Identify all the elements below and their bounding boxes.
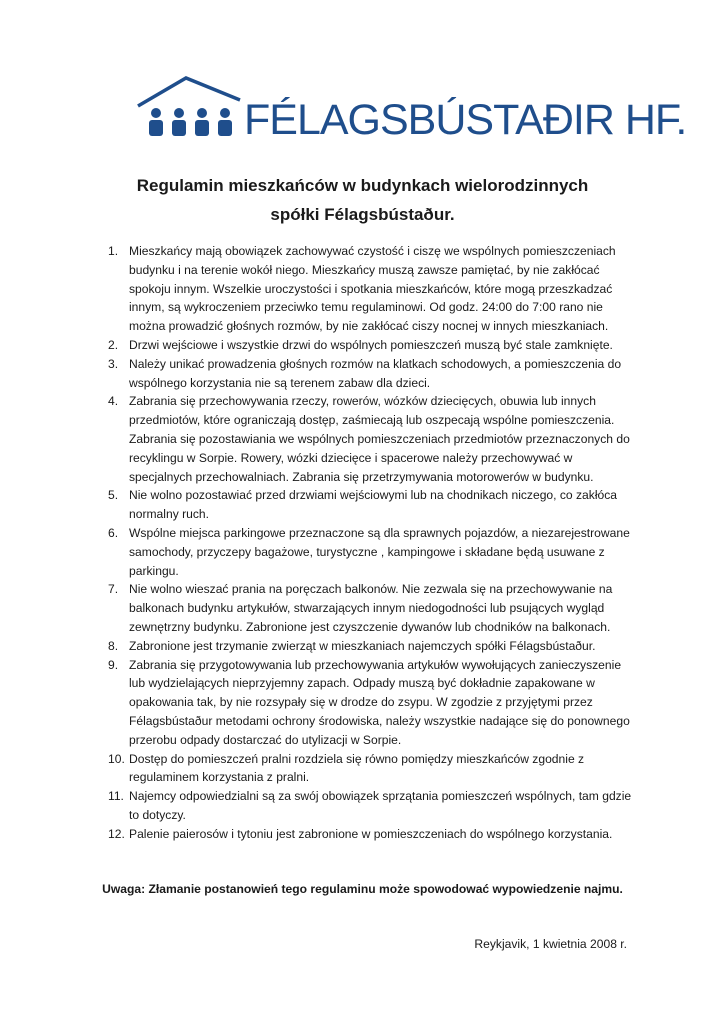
rule-item: [108, 825, 648, 844]
rule-number: 3.: [108, 356, 119, 371]
rule-text-line: przerobu odpady dostarczać do utylizacji w Sorpie.: [129, 732, 402, 747]
rule-text-line: regulaminem korzystania z pralni.: [129, 770, 310, 785]
rule-number: 11.: [108, 789, 124, 804]
rule-text-line: to dotyczy.: [129, 807, 186, 822]
rule-text-line: budynku i na terenie wokół niego. Mieszkańcy muszą zawsze pamiętać, by nie zakłócać: [129, 262, 600, 277]
rule-item: [108, 524, 648, 580]
rule-text-line: Dostęp do pomieszczeń pralni rozdziela się równo pomiędzy mieszkańców zgodnie z: [129, 751, 585, 766]
rules-list: [108, 242, 648, 844]
rule-number: 1.: [108, 244, 119, 258]
rule-text-line: zewnętrzny budynku. Zabronione jest czyszczenie dywanów lub chodników na balkonach.: [129, 619, 611, 634]
rule-text-line: samochody, przyczepy bagażowe, turystyczne , kampingowe i składane będą usuwane z: [129, 544, 605, 559]
rule-number: 7.: [108, 582, 119, 597]
rule-number: 6.: [108, 525, 119, 540]
rule-item: [108, 580, 648, 636]
rule-text-line: spokoju innym. Wszelkie uroczystości i spotkania mieszkańców, które mogą przeszkadzać: [129, 281, 613, 296]
rule-number: 10.: [108, 751, 125, 766]
rule-text-line: Félagsbústaður metodami ochrony środowiska, należy wszystkie nadające się do ponownego: [129, 713, 630, 728]
rule-text-line: specjalnych przechowalniach. Zabrania się przetrzymywania motorowerów w budynku.: [129, 469, 594, 484]
rule-text-line: innym, są wykroczeniem przeciwko temu regulaminowi. Od godz. 24:00 do 7:00 rano nie: [129, 300, 603, 315]
rule-text-line: Zabrania się pozostawiania we wspólnych pomieszczeniach przedmiotów przeznaczonych do: [129, 431, 630, 446]
logo-wordmark: FÉLAGSBÚSTAÐIR HF.: [244, 96, 687, 144]
rule-text-line: Mieszkańcy mają obowiązek zachowywać czystość i ciszę we wspólnych pomieszczeniach: [129, 244, 616, 258]
rule-item: [108, 787, 648, 825]
rule-item: [108, 336, 648, 355]
rule-text-line: Zabrania się przechowywania rzeczy, rowerów, wózków dziecięcych, obuwia lub innych: [129, 394, 596, 409]
rule-text-line: Nie wolno pozostawiać przed drzwiami wejściowymi lub na chodnikach niczego, co zakłóca: [129, 488, 618, 503]
warning-note: Uwaga: Złamanie postanowień tego regulaminu może spowodować wypowiedzenie najmu.: [102, 882, 623, 896]
rule-item: [108, 355, 648, 393]
rule-text-line: normalny ruch.: [129, 507, 209, 522]
rule-text-line: balkonach budynku artykułów, stwarzających innym niedogodności lub psujących wygląd: [129, 601, 605, 616]
rule-text-line: można prowadzić głośnych rozmów, by nie zakłócać ciszy nocnej w innych mieszkaniach.: [129, 319, 609, 334]
document-title: [0, 171, 725, 229]
rule-number: 8.: [108, 638, 119, 653]
rule-text-line: lub wydzielających nieprzyjemny zapach. Odpady muszą być dokładnie zapakowane w: [129, 676, 595, 691]
rule-text-line: Najemcy odpowiedzialni są za swój obowiązek sprzątania pomieszczeń wspólnych, tam gdzie: [129, 789, 632, 804]
company-logo: [136, 74, 687, 150]
people-icon: [146, 107, 242, 137]
rule-item: [108, 486, 648, 524]
rule-text-line: przedmiotów, które ograniczają dostęp, zaśmiecają lub oszpecają wspólne pomieszczenia.: [129, 413, 615, 428]
rule-number: 5.: [108, 488, 119, 503]
rule-text-line: recyklingu w Sorpie. Rowery, wózki dziecięce i spacerowe należy przechowywać w: [129, 450, 573, 465]
rule-item: [108, 750, 648, 788]
rule-text-line: Zabrania się przygotowywania lub przechowywania artykułów wywołujących zanieczyszenie: [129, 657, 622, 672]
rule-number: 9.: [108, 657, 119, 672]
rule-text-line: Palenie paierosów i tytoniu jest zabronione w pomieszczeniach do wspólnego korzystania.: [129, 826, 613, 841]
rule-number: 12.: [108, 826, 125, 841]
rule-text-line: opakowania tak, by nie rozsypały się w drodze do zsypu. W zgodzie z przyjętymi przez: [129, 695, 593, 710]
rule-text-line: Nie wolno wieszać prania na poręczach balkonów. Nie zezwala się na przechowywanie na: [129, 582, 613, 597]
rule-text-line: Zabronione jest trzymanie zwierząt w mieszkaniach najemczych spółki Félagsbústaður.: [129, 638, 596, 653]
rule-text-line: Drzwi wejściowe i wszystkie drzwi do wspólnych pomieszczeń muszą być stale zamknięte.: [129, 337, 613, 352]
rule-text-line: Należy unikać prowadzenia głośnych rozmów na klatkach schodowych, a pomieszczenia do: [129, 356, 622, 371]
rule-item: [108, 242, 648, 336]
rule-item: [108, 392, 648, 486]
rule-number: 2.: [108, 337, 119, 352]
rule-item: [108, 656, 648, 750]
rule-text-line: Wspólne miejsca parkingowe przeznaczone są dla sprawnych pojazdów, a niezarejestrowane: [129, 525, 630, 540]
rule-text-line: wspólnego korzystania nie są terenem zabaw dla dzieci.: [129, 375, 431, 390]
title-line-1: Regulamin mieszkańców w budynkach wielorodzinnych: [136, 176, 589, 195]
rule-text-line: parkingu.: [129, 563, 179, 578]
rule-number: 4.: [108, 394, 119, 409]
rule-item: [108, 637, 648, 656]
title-line-2: spółki Félagsbústaður.: [270, 205, 455, 224]
place-and-date: Reykjavik, 1 kwietnia 2008 r.: [474, 937, 627, 951]
